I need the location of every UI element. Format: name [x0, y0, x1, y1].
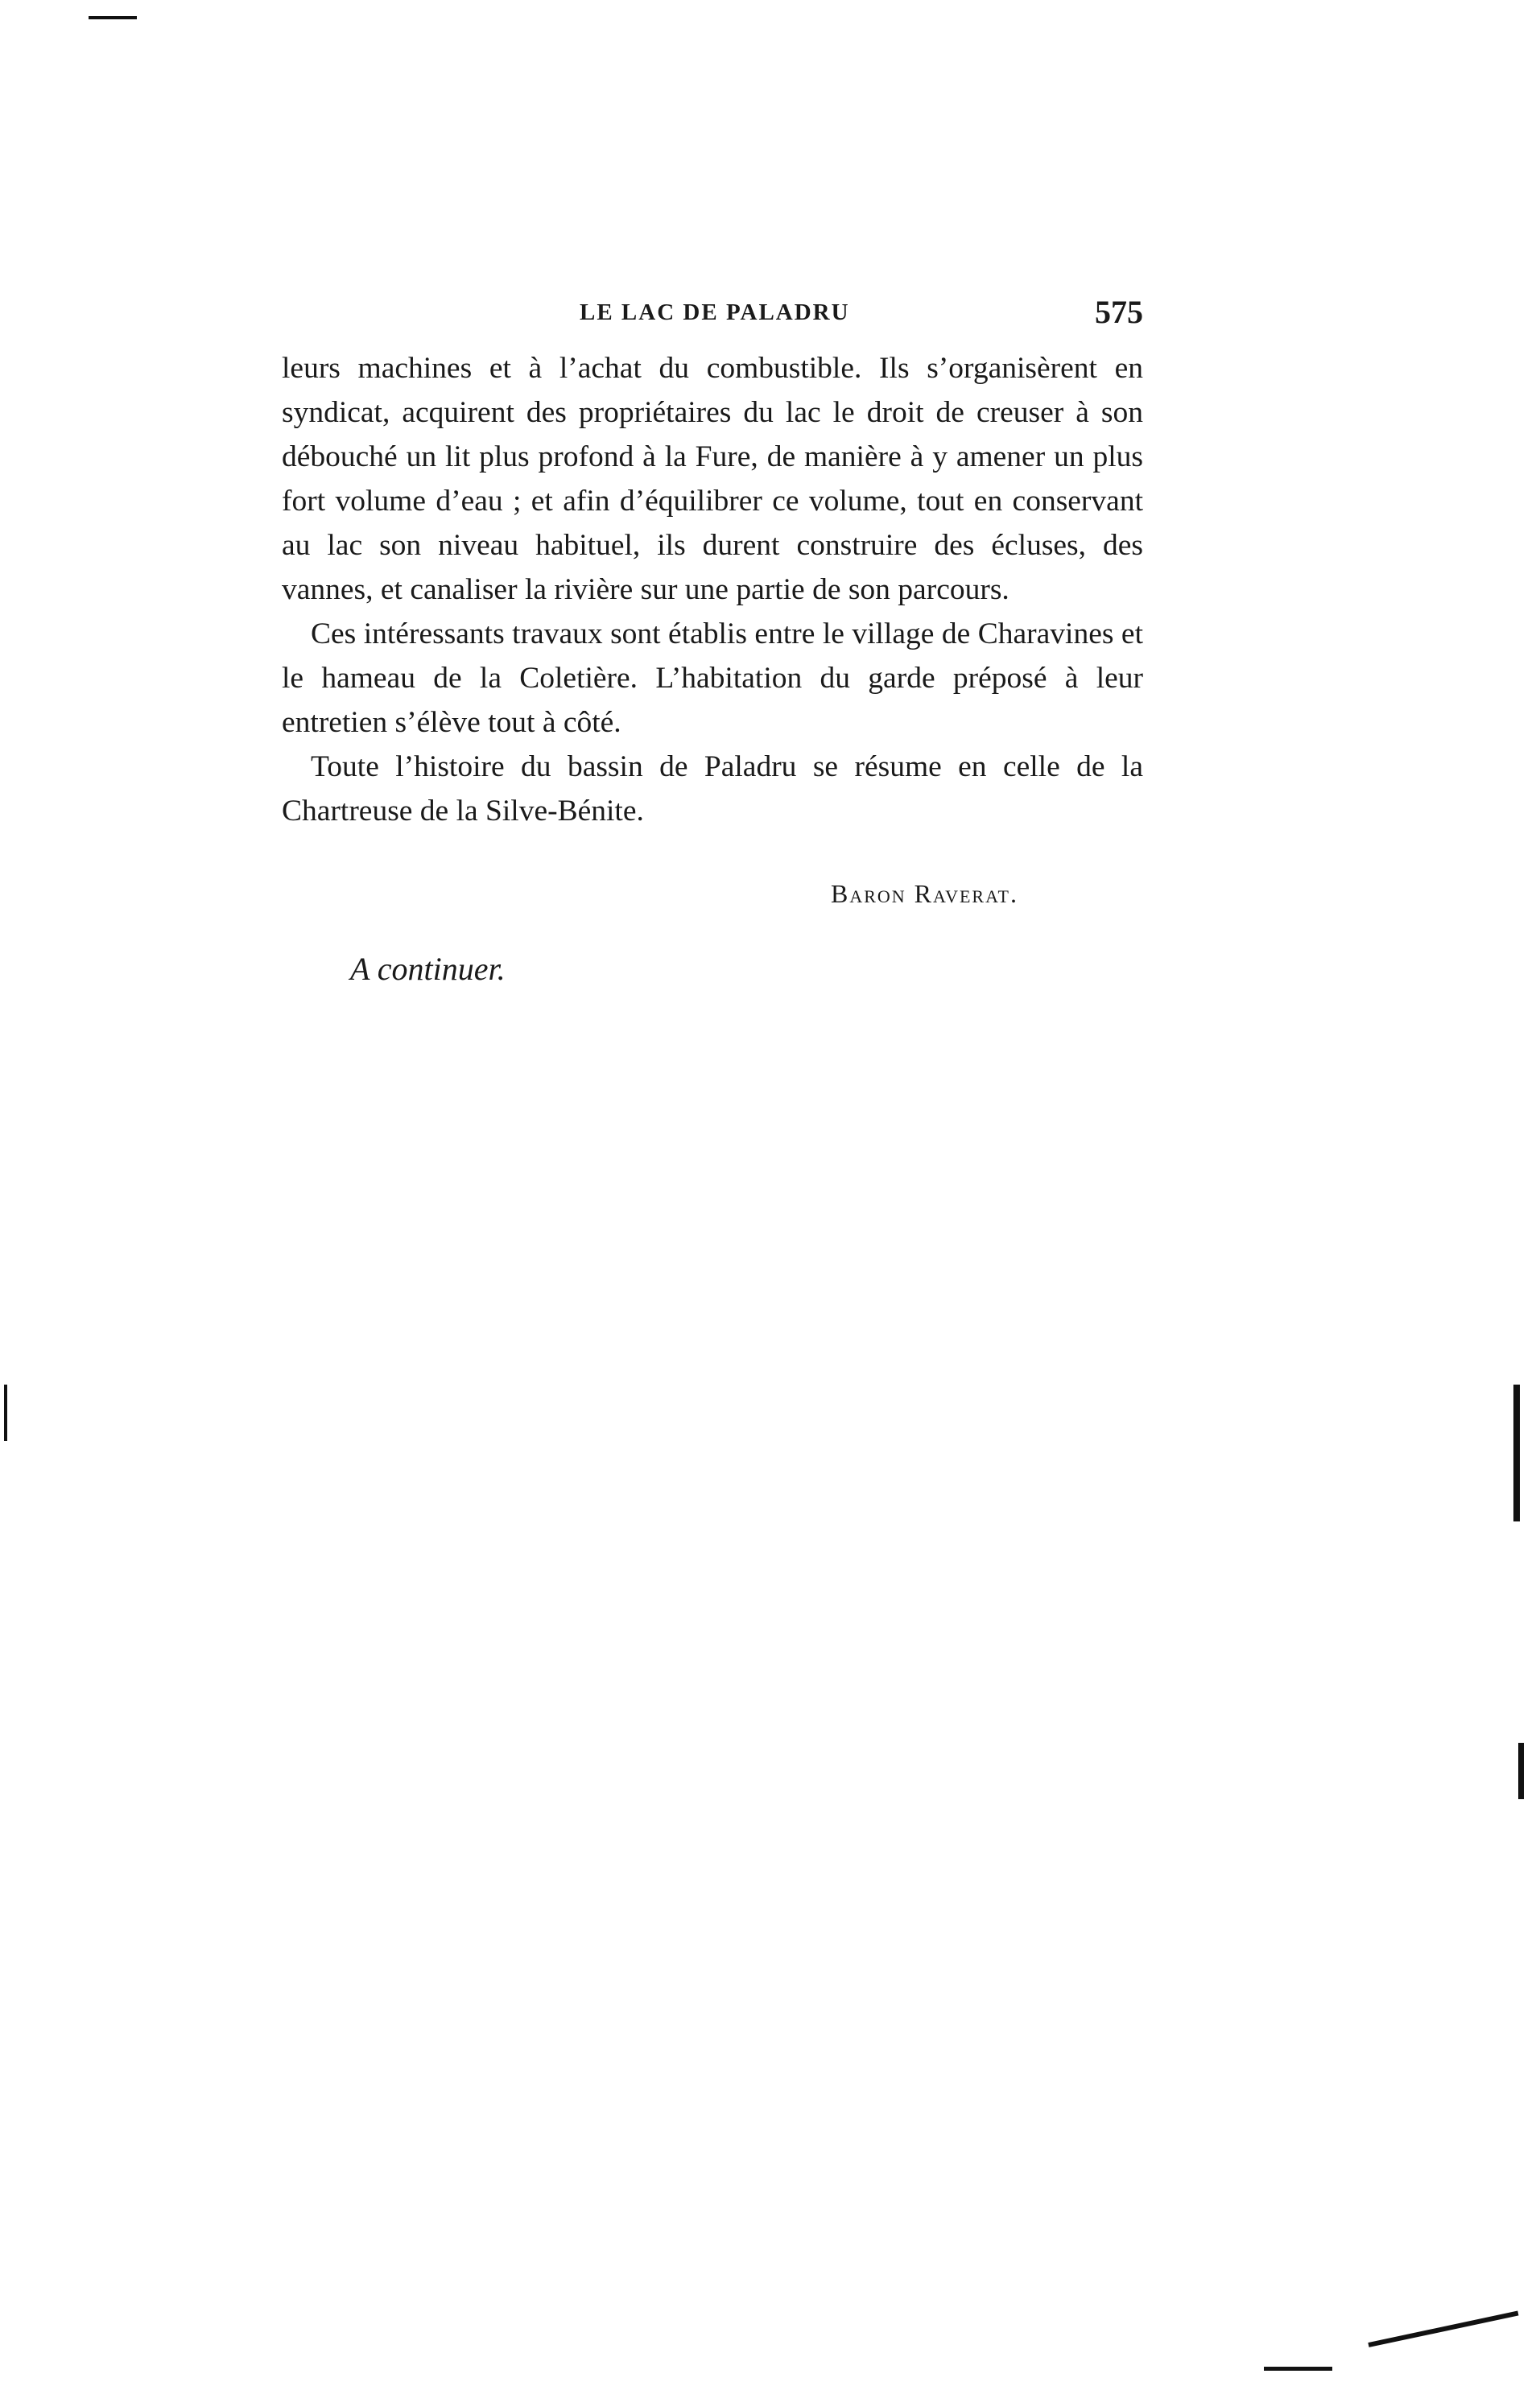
scan-mark-right-edge-1: [1513, 1385, 1520, 1521]
paragraph-3: Toute l’histoire du bassin de Paladru se résume en celle de la Chartreuse de la Silve-Bénite.: [282, 750, 1143, 828]
scan-mark-right-edge-2: [1518, 1743, 1524, 1799]
scan-mark-left-edge: [4, 1385, 7, 1441]
page-header: [282, 294, 1143, 340]
scan-mark-bottom-right-1: [1264, 2367, 1332, 2371]
paragraph-2: Ces intéressants travaux sont établis entre le village de Charavines et le hameau de la Coletière. L’habitation du garde préposé à leur entretien s’élève tout à côté.: [282, 617, 1143, 739]
paragraph-1: leurs machines et à l’achat du combustible. Ils s’organisèrent en syndicat, acquirent des propriétaires du lac le droit de creuser à son débouché un lit plus profond à la Fure, de manière à y amener un plus fort volume d’eau ; et afin d’équilibrer ce volume, tout en conservant au lac son niveau habituel, ils durent construire des écluses, des vannes, et canaliser la rivière sur une partie de son parcours.: [282, 352, 1143, 606]
author-signature: Baron Raverat.: [831, 879, 1018, 908]
running-title: LE LAC DE PALADRU: [580, 299, 850, 325]
continue-note: A continuer.: [350, 951, 506, 987]
body-text: [282, 346, 1143, 833]
scan-mark-top-left: [89, 16, 137, 19]
page-number: 575: [1095, 294, 1143, 330]
scan-mark-bottom-right-2: [1368, 2311, 1518, 2347]
